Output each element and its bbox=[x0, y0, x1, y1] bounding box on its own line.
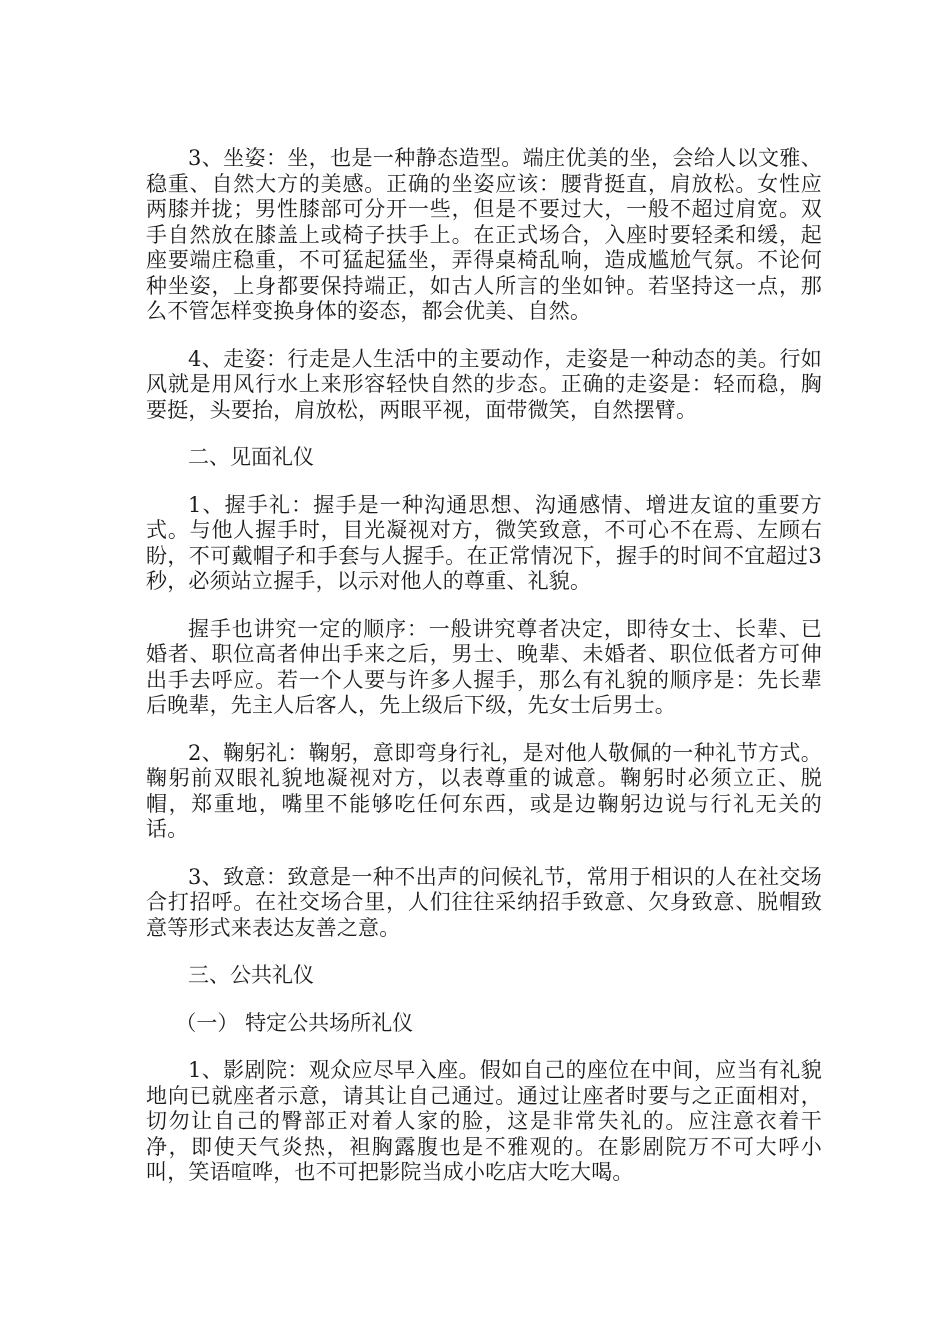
paragraph-bow: 2、鞠躬礼：鞠躬，意即弯身行礼，是对他人敬佩的一种礼节方式。鞠躬前双眼礼貌地凝视对方，以表尊重的诚意。鞠躬时必须立正、脱帽，郑重地，嘴里不能够吃任何东西，或是边鞠躬边说与行礼无关的话。 bbox=[146, 740, 822, 841]
section-heading-public-etiquette: 三、公共礼仪 bbox=[188, 963, 314, 987]
document-page bbox=[146, 146, 822, 1208]
section-heading-meeting-etiquette: 二、见面礼仪 bbox=[188, 445, 314, 469]
paragraph-handshake: 1、握手礼：握手是一种沟通思想、沟通感情、增进友谊的重要方式。与他人握手时，目光凝视对方，微笑致意，不可心不在焉、左顾右盼，不可戴帽子和手套与人握手。在正常情况下，握手的时间不宜超过3秒，必须站立握手，以示对他人的尊重、礼貌。 bbox=[146, 492, 822, 593]
paragraph-sitting-posture: 3、坐姿：坐，也是一种静态造型。端庄优美的坐，会给人以文雅、稳重、自然大方的美感。正确的坐姿应该：腰背挺直，肩放松。女性应两膝并拢；男性膝部可分开一些，但是不要过大，一般不超过肩宽。双手自然放在膝盖上或椅子扶手上。在正式场合，入座时要轻柔和缓，起座要端庄稳重，不可猛起猛坐，弄得桌椅乱响，造成尴尬气氛。不论何种坐姿，上身都要保持端正，如古人所言的坐如钟。若坚持这一点，那么不管怎样变换身体的姿态，都会优美、自然。 bbox=[146, 146, 822, 323]
paragraph-greeting: 3、致意：致意是一种不出声的问候礼节，常用于相识的人在社交场合打招呼。在社交场合里，人们往往采纳招手致意、欠身致意、脱帽致意等形式来表达友善之意。 bbox=[146, 864, 822, 940]
subsection-heading-specific-places: （一） 特定公共场所礼仪 bbox=[175, 1010, 414, 1035]
paragraph-walking-posture: 4、走姿：行走是人生活中的主要动作，走姿是一种动态的美。行如风就是用风行水上来形容轻快自然的步态。正确的走姿是：轻而稳，胸要挺，头要抬，肩放松，两眼平视，面带微笑，自然摆臂。 bbox=[146, 346, 822, 422]
paragraph-theater: 1、影剧院：观众应尽早入座。假如自己的座位在中间，应当有礼貌地向已就座者示意，请其让自己通过。通过让座者时要与之正面相对，切勿让自己的臀部正对着人家的脸，这是非常失礼的。应注意衣着干净，即使天气炎热，袒胸露腹也是不雅观的。在影剧院万不可大呼小叫，笑语喧哗，也不可把影院当成小吃店大吃大喝。 bbox=[146, 1058, 822, 1184]
paragraph-handshake-order: 握手也讲究一定的顺序：一般讲究尊者决定，即待女士、长辈、已婚者、职位高者伸出手来之后，男士、晚辈、未婚者、职位低者方可伸出手去呼应。若一个人要与许多人握手，那么有礼貌的顺序是：先长辈后晚辈，先主人后客人，先上级后下级，先女士后男士。 bbox=[146, 616, 822, 717]
